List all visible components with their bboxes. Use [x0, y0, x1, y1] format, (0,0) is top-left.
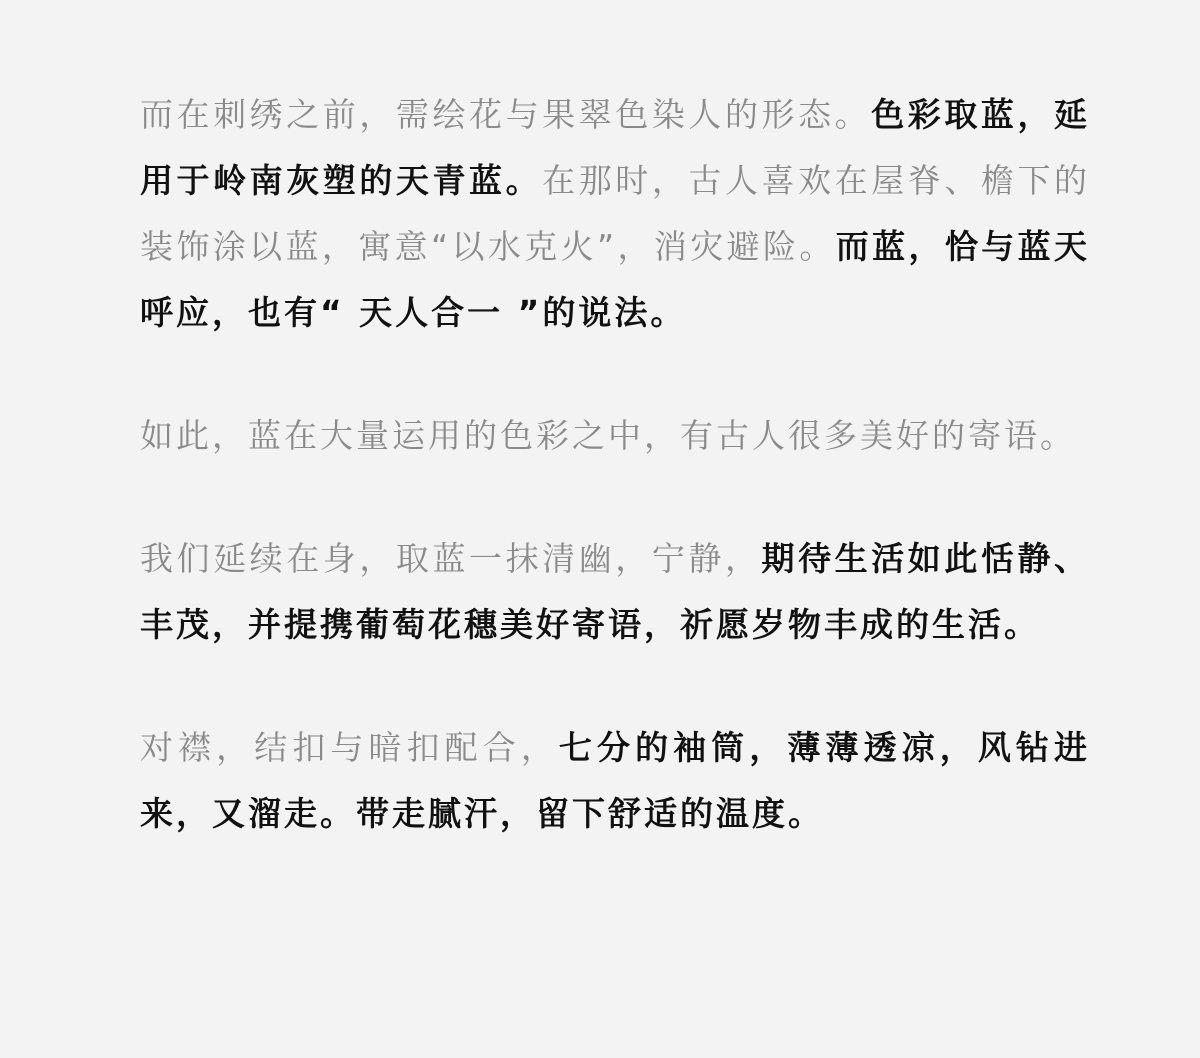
paragraph-garment-details	[140, 715, 1090, 847]
text-segment: 如此，蓝在大量运用的色彩之中，有古人很多美好的寄语。	[140, 416, 1076, 455]
paragraph-blue-meaning	[140, 403, 1090, 469]
article-body	[140, 82, 1090, 847]
text-segment: 对襟，结扣与暗扣配合，	[140, 728, 559, 767]
text-segment-bold: 七分的袖筒，薄薄透凉，风钻进来，又溜走。带走腻汗，留下舒适的温度。	[140, 728, 1091, 833]
text-segment-bold: 而蓝，恰与蓝天呼应，也有“ 天人合一 ”的说法。	[140, 227, 1090, 332]
text-segment: 而在刺绣之前，需绘花与果翠色染人的形态。	[140, 95, 872, 134]
text-segment: 在那时，古人喜欢在屋脊、檐下的装饰涂以蓝，寓意“以水克火”，消灾避险。	[140, 161, 1091, 266]
paragraph-continuation	[140, 526, 1090, 658]
text-segment-bold: 期待生活如此恬静、丰茂，并提携葡萄花穗美好寄语，祈愿岁物丰成的生活。	[140, 539, 1091, 644]
paragraph-embroidery-blue	[140, 82, 1090, 346]
text-segment: 我们延续在身，取蓝一抹清幽，宁静，	[140, 539, 762, 578]
text-segment-bold: 色彩取蓝，延用于岭南灰塑的天青蓝。	[140, 95, 1091, 200]
